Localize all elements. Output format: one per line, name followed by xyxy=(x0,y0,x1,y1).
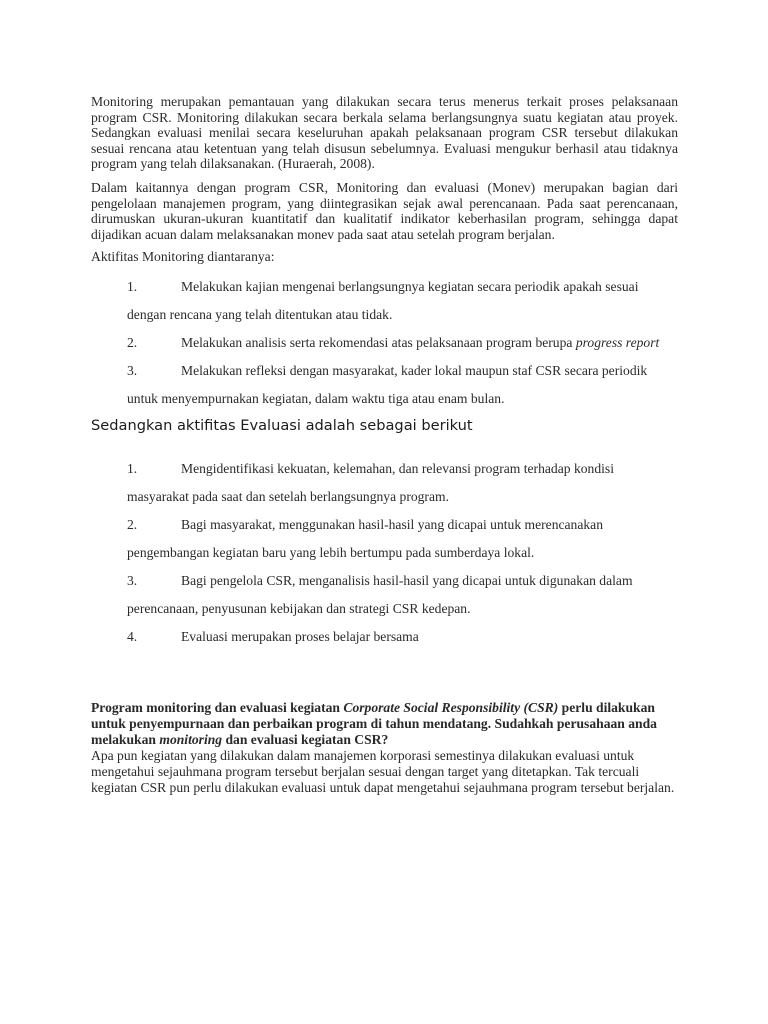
list-item xyxy=(127,357,678,413)
question-italic: monitoring xyxy=(159,732,223,748)
list-number: 3. xyxy=(127,573,138,589)
list-text-italic: progress report xyxy=(575,335,660,351)
list-number: 1. xyxy=(127,279,138,295)
document-page xyxy=(91,94,678,796)
closing-question xyxy=(91,700,678,748)
list-text: Melakukan analisis serta rekomendasi atas pelaksanaan program berupa xyxy=(181,335,576,351)
list-item xyxy=(127,455,678,511)
list-text: Bagi pengelola CSR, menganalisis hasil-hasil yang dicapai untuk digunakan dalam perencanaan, penyusunan kebijakan dan strategi CSR kedepan. xyxy=(127,573,633,617)
list-item xyxy=(127,273,678,329)
intro-paragraph-1: Monitoring merupakan pemantauan yang dilakukan secara terus menerus terkait proses pelaksanaan program CSR. Monitoring dilakukan secara berkala selama berlangsungnya suatu kegiatan atau proyek. Sedangkan evaluasi menilai secara keseluruhan apakah pelaksanaan program CSR tersebut dilakukan sesuai rencana atau ketentuan yang telah disusun sebelumnya. Evaluasi mengukur berhasil atau tidaknya program yang telah dilaksanakan. (Huraerah, 2008). xyxy=(91,94,678,172)
question-text: perlu dilakukan untuk penyempurnaan dan perbaikan program di tahun mendatang. Sudahkah perusahaan anda melakukan xyxy=(91,700,657,748)
monitoring-lead: Aktifitas Monitoring diantaranya: xyxy=(91,249,275,265)
list-number: 4. xyxy=(127,629,138,645)
intro-paragraph-2: Dalam kaitannya dengan program CSR, Monitoring dan evaluasi (Monev) merupakan bagian dari pengelolaan manajemen program, yang diintegrasikan sejak awal perencanaan. Pada saat perencanaan, dirumuskan ukuran-ukuran kuantitatif dan kualitatif indikator keberhasilan program, sehingga dapat dijadikan acuan dalam melaksanakan monev pada saat atau setelah program berjalan. xyxy=(91,179,678,242)
list-item xyxy=(127,623,678,651)
question-text: dan evaluasi kegiatan CSR? xyxy=(222,732,389,748)
list-text: Evaluasi merupakan proses belajar bersama xyxy=(181,629,419,645)
list-item xyxy=(127,511,678,567)
list-text: Mengidentifikasi kekuatan, kelemahan, dan relevansi program terhadap kondisi masyarakat pada saat dan setelah berlangsungnya program. xyxy=(127,461,614,505)
evaluasi-heading: Sedangkan aktifitas Evaluasi adalah sebagai berikut xyxy=(91,417,473,435)
evaluasi-list xyxy=(91,455,678,651)
question-italic: Corporate Social Responsibility (CSR) xyxy=(343,700,559,716)
monitoring-list xyxy=(91,273,678,413)
closing-answer: Apa pun kegiatan yang dilakukan dalam manajemen korporasi semestinya dilakukan evaluasi untuk mengetahui sejauhmana program tersebut berjalan sesuai dengan target yang ditetapkan. Tak tercuali kegiatan CSR pun perlu dilakukan evaluasi untuk dapat mengetahui sejauhmana program tersebut berjalan. xyxy=(91,748,675,796)
list-text: Bagi masyarakat, menggunakan hasil-hasil yang dicapai untuk merencanakan pengembangan kegiatan baru yang lebih bertumpu pada sumberdaya lokal. xyxy=(127,517,604,561)
list-number: 1. xyxy=(127,461,138,477)
list-item xyxy=(127,329,678,357)
question-text: Program monitoring dan evaluasi kegiatan xyxy=(91,700,344,716)
list-text: Melakukan kajian mengenai berlangsungnya kegiatan secara periodik apakah sesuai dengan rencana yang telah ditentukan atau tidak. xyxy=(127,279,639,323)
closing-section xyxy=(91,700,678,796)
list-number: 2. xyxy=(127,517,138,533)
list-text: Melakukan refleksi dengan masyarakat, kader lokal maupun staf CSR secara periodik untuk menyempurnakan kegiatan, dalam waktu tiga atau enam bulan. xyxy=(127,363,648,407)
list-number: 2. xyxy=(127,335,138,351)
list-item xyxy=(127,567,678,623)
list-number: 3. xyxy=(127,363,138,379)
